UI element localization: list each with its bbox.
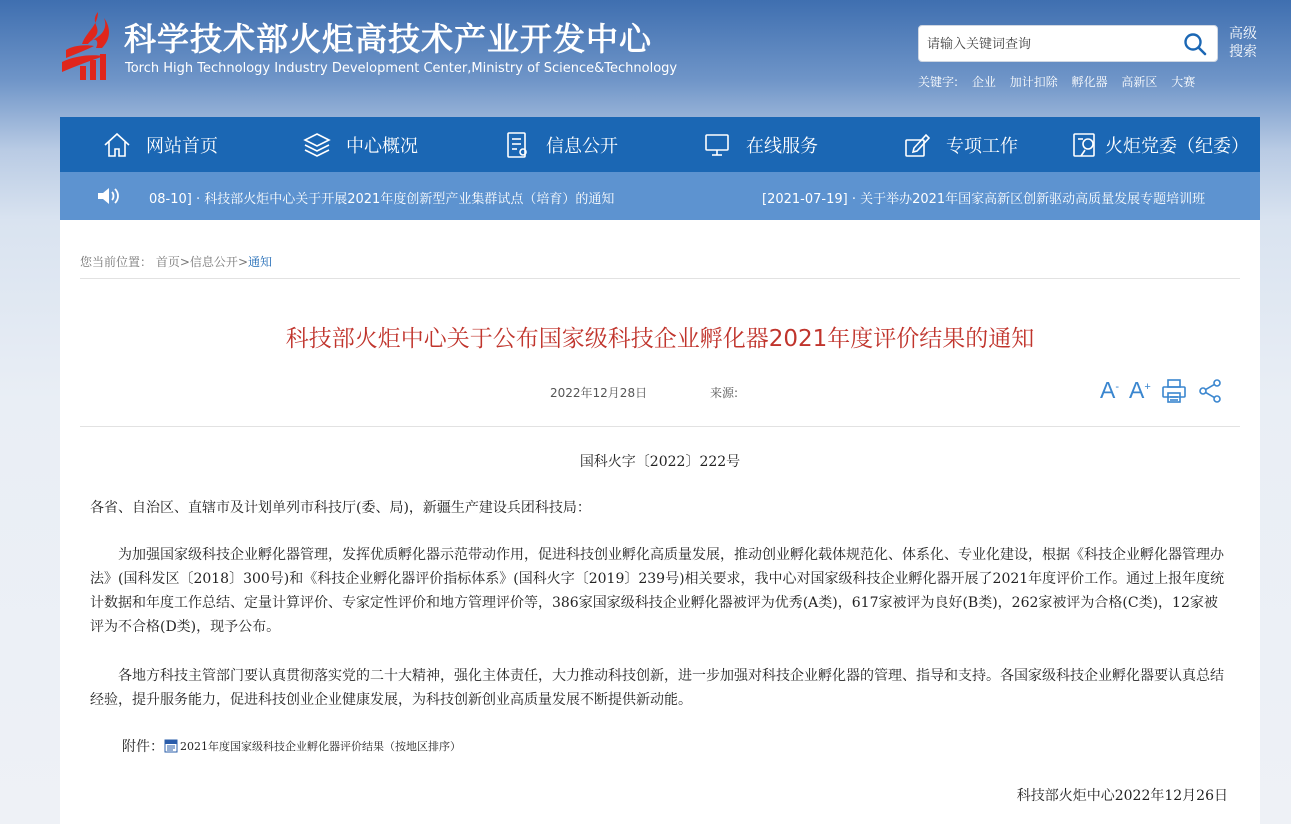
nav-item-label: 信息公开 (546, 135, 618, 157)
edit-icon (902, 130, 932, 160)
keyword-link[interactable]: 企业 (971, 75, 996, 89)
article-salutation: 各省、自治区、直辖市及计划单列市科技厅(委、局)，新疆生产建设兵团科技局： (90, 500, 591, 516)
word-document-icon (164, 739, 178, 753)
font-larger-sign: + (1144, 380, 1151, 393)
breadcrumb-info-public[interactable]: 信息公开 (189, 255, 238, 269)
font-smaller-button[interactable] (1100, 377, 1119, 404)
print-button[interactable] (1161, 378, 1187, 404)
attachment-label: 附件： (122, 739, 164, 755)
site-subtitle: Torch High Technology Industry Development Center,Ministry of Science&Technology (125, 61, 678, 76)
font-smaller-glyph: A (1100, 377, 1116, 403)
article-paragraph: 各地方科技主管部门要认真贯彻落实党的二十大精神，强化主体责任，大力推动科技创新，进一步加强对科技企业孵化器的管理、指导和支持。各国家级科技企业孵化器要认真总结经验，提升服务能力，促进科技创业企业健康发展，为科技创新创业高质量发展不断提供新动能。 (90, 668, 1224, 708)
keyword-link[interactable]: 加计扣除 (1009, 75, 1058, 89)
keyword-list (918, 73, 1205, 90)
breadcrumb-label: 您当前位置： (80, 255, 153, 269)
nav-item-home[interactable] (60, 117, 260, 172)
speaker-icon (96, 185, 120, 207)
keyword-link[interactable]: 高新区 (1121, 75, 1158, 89)
breadcrumb-current[interactable]: 通知 (248, 255, 273, 269)
ticker-news-item[interactable]: 08-10] · 科技部火炬中心关于开展2021年度创新型产业集群试点（培育）的通知 (149, 192, 615, 207)
article-source: 来源: (710, 386, 739, 400)
keyword-link[interactable]: 大赛 (1171, 75, 1196, 89)
nav-item-online-service[interactable] (660, 117, 860, 172)
font-larger-glyph: A (1129, 377, 1145, 403)
home-icon (102, 130, 132, 160)
site-title: 科学技术部火炬高技术产业开发中心 (124, 20, 653, 58)
breadcrumb-separator: > (237, 255, 248, 269)
site-header (0, 0, 1291, 117)
nav-item-label: 在线服务 (746, 135, 818, 157)
document-number: 国科火字〔2022〕222号 (579, 454, 741, 470)
party-icon (1071, 130, 1101, 160)
font-smaller-sign: - (1115, 380, 1120, 393)
keyword-link[interactable]: 孵化器 (1071, 75, 1108, 89)
nav-item-overview[interactable] (260, 117, 460, 172)
torch-logo-icon (58, 10, 116, 80)
advanced-search-link[interactable]: 高级搜索 (1229, 26, 1257, 60)
attachment-link[interactable] (164, 738, 461, 754)
nav-item-party[interactable] (1060, 117, 1260, 172)
article-date: 2022年12月28日 (550, 386, 648, 400)
divider (80, 426, 1240, 427)
attachment (122, 736, 461, 756)
article-panel (60, 220, 1260, 824)
attachment-name: 2021年度国家级科技企业孵化器评价结果（按地区排序） (180, 740, 461, 753)
breadcrumb-separator: > (179, 255, 190, 269)
font-larger-button[interactable] (1129, 377, 1151, 404)
print-icon (1161, 378, 1187, 404)
main-nav (60, 117, 1260, 172)
breadcrumb-home[interactable]: 首页 (155, 255, 180, 269)
monitor-icon (702, 130, 732, 160)
keywords-label: 关键字: (918, 75, 959, 89)
breadcrumb (80, 253, 272, 270)
layers-icon (302, 130, 332, 160)
article-paragraph: 为加强国家级科技企业孵化器管理，发挥优质孵化器示范带动作用，促进科技创业孵化高质量发展，推动创业孵化载体规范化、体系化、专业化建设，根据《科技企业孵化器管理办法》(国科发区〔2018〕300号)和《科技企业孵化器评价指标体系》(国科火字〔2019〕239号)相关要求，我中心对国家级科技企业孵化器开展了2021年度评价工作。通过上报年度统计数据和年度工作总结、定量计算评价、专家定性评价和地方管理评价等，386家国家级科技企业孵化器被评为优秀(A类)，617家被评为良好(B类)，262家被评为合格(C类)，12家被评为不合格(D类)，现予公布。 (90, 547, 1225, 635)
search-box (918, 25, 1218, 62)
nav-item-label: 网站首页 (146, 135, 218, 157)
ticker-news-item[interactable]: [2021-07-19] · 关于举办2021年国家高新区创新驱动高质量发展专题培训班 (762, 192, 1206, 207)
share-icon (1197, 378, 1223, 404)
divider (80, 278, 1240, 279)
nav-item-label: 专项工作 (946, 135, 1018, 157)
search-input[interactable] (927, 34, 1177, 54)
news-ticker (60, 172, 1260, 220)
article-signature: 科技部火炬中心2022年12月26日 (1016, 788, 1228, 804)
nav-item-special-work[interactable] (860, 117, 1060, 172)
share-button[interactable] (1197, 378, 1223, 404)
nav-item-label: 火炬党委（纪委） (1105, 135, 1249, 157)
nav-item-label: 中心概况 (346, 135, 418, 157)
nav-item-info-public[interactable] (460, 117, 660, 172)
document-icon (502, 130, 532, 160)
search-icon[interactable] (1183, 32, 1207, 56)
article-title: 科技部火炬中心关于公布国家级科技企业孵化器2021年度评价结果的通知 (285, 326, 1035, 352)
article-tools (1100, 377, 1233, 404)
